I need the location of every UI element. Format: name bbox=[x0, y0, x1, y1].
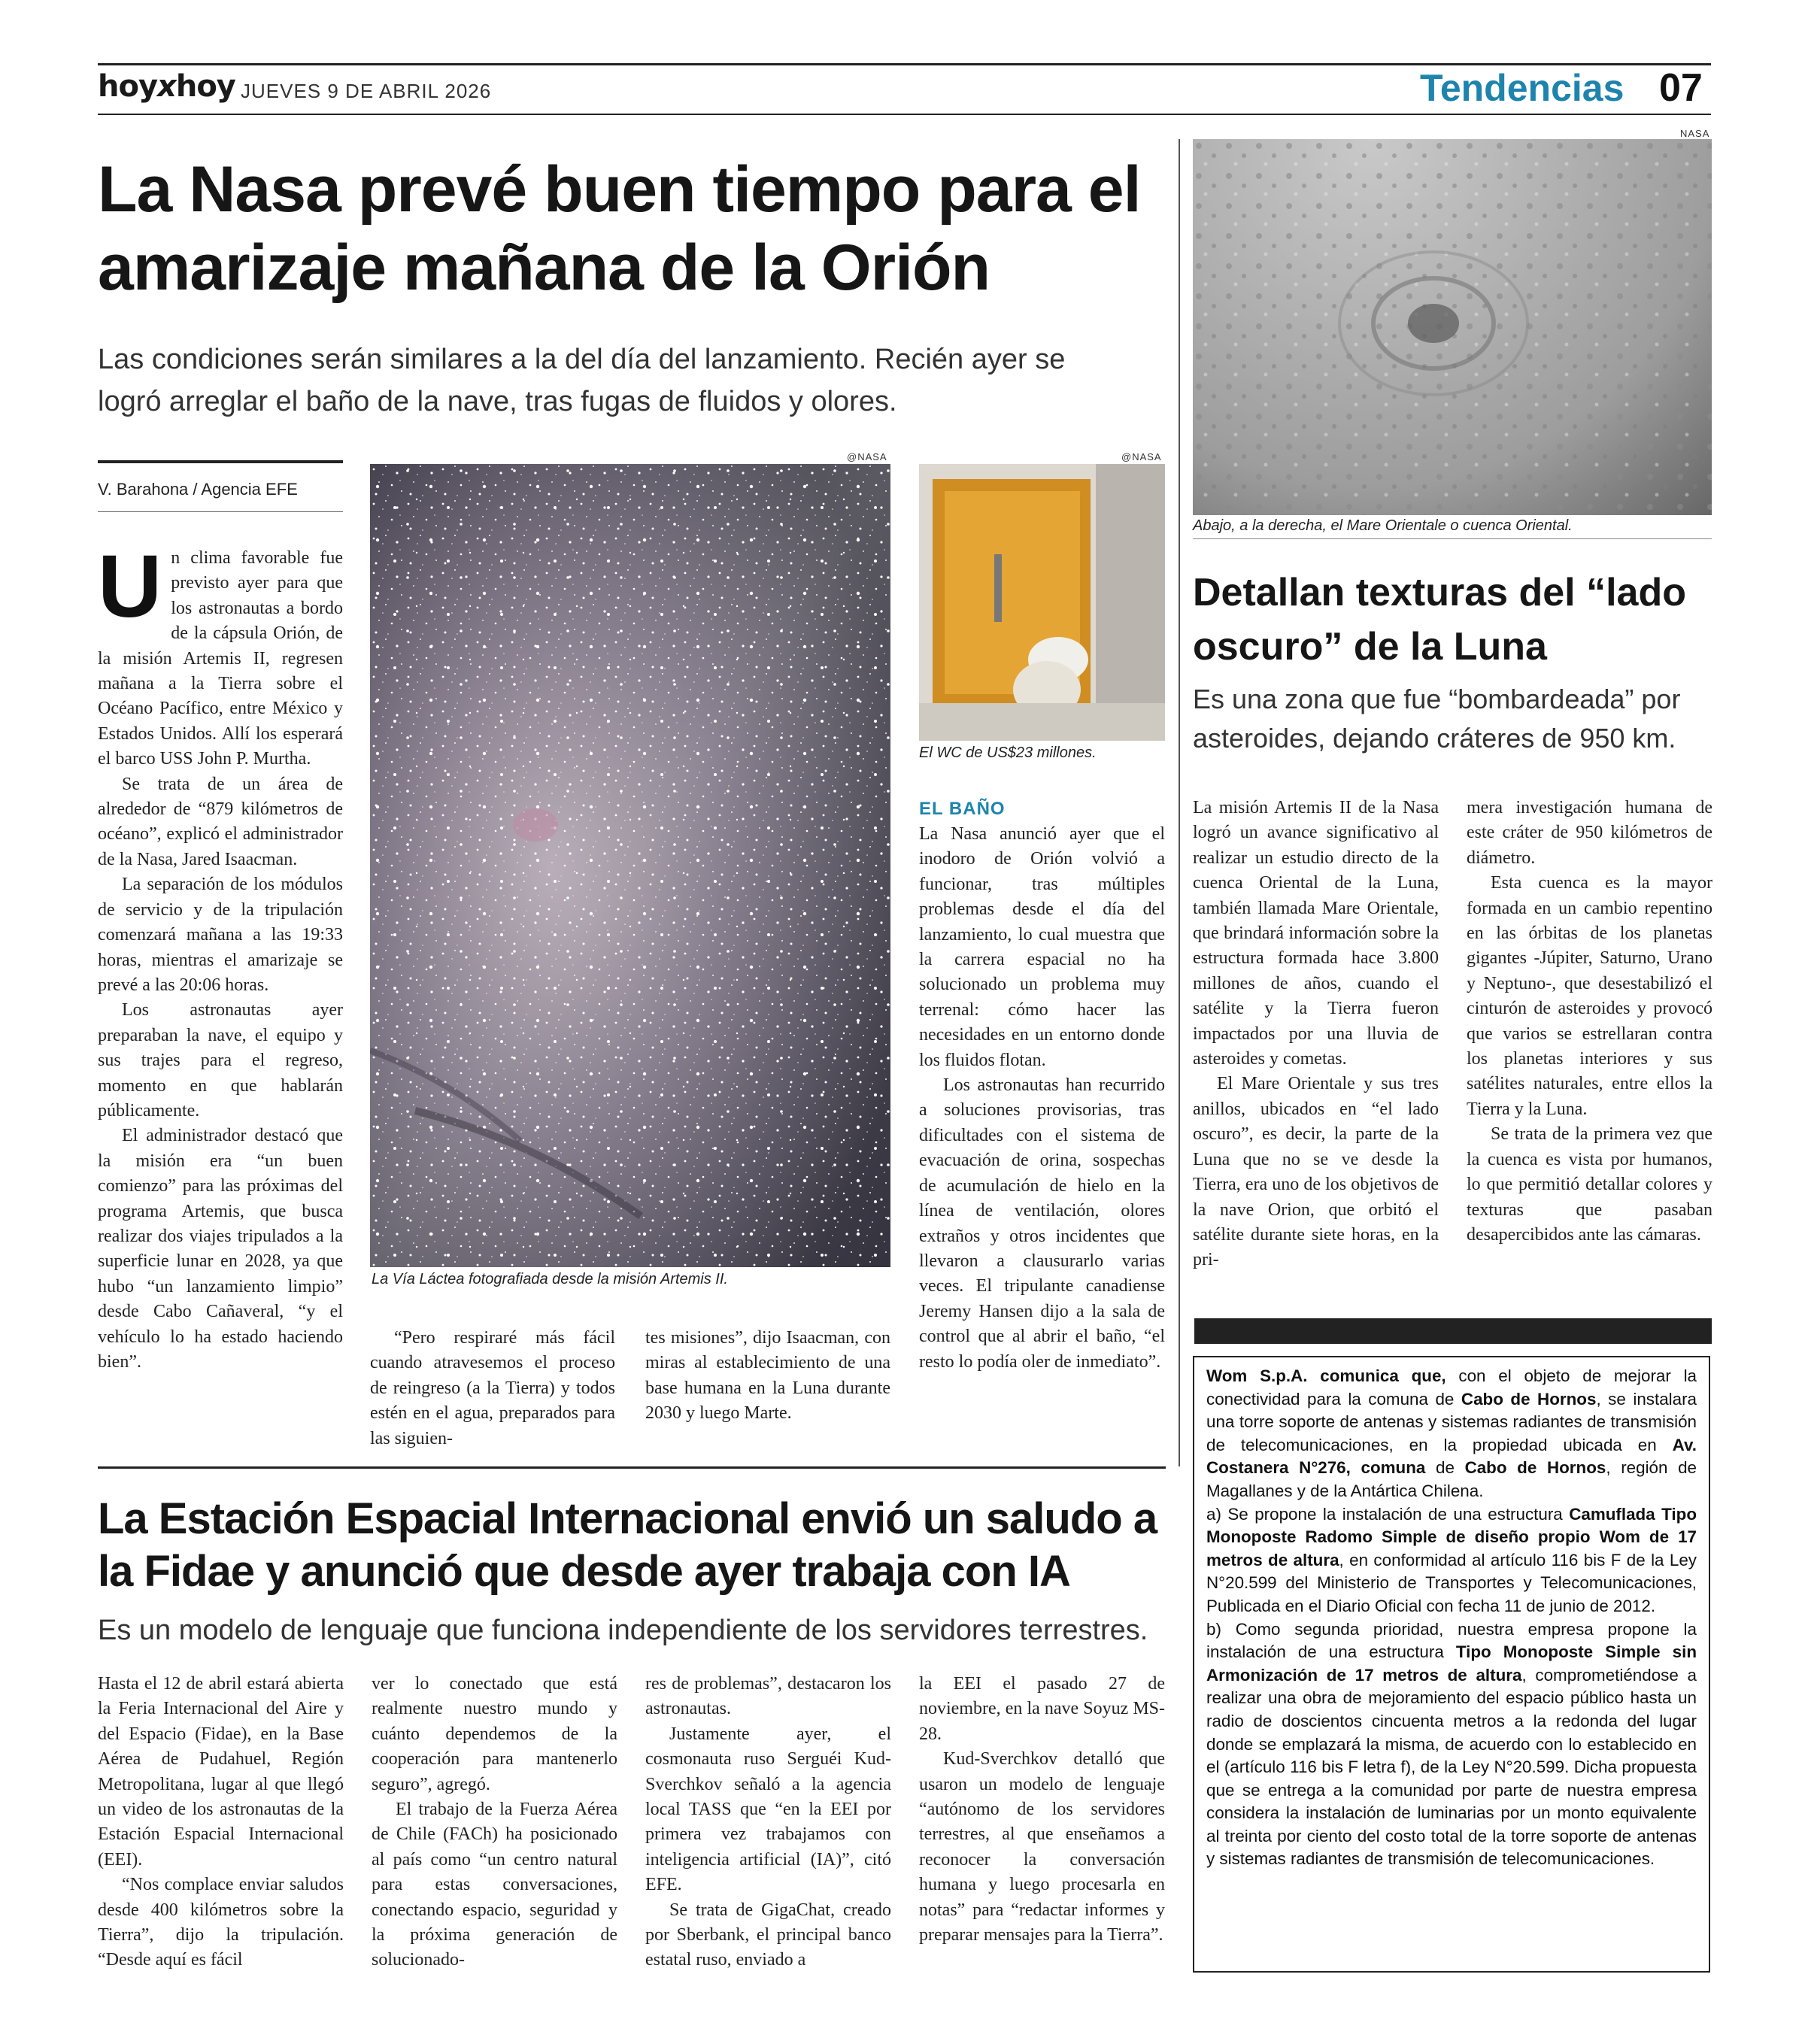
iss-headline: La Estación Espacial Internacional envió un saludo a la Fidae y anunció que desde ayer trabaja con IA bbox=[98, 1494, 1157, 1596]
moon-column-1 bbox=[1193, 796, 1439, 1273]
notice-paragraph: a) Se propone la instalación de una estructura Camuflada Tipo Monoposte Radomo Simple de diseño propio Wom de 17 metros de altura, en conformidad al artículo 116 bis F de la Ley N°20.599 del Ministerio de Transportes y Telecomunicaciones, Publicada en el Diario Oficial con fecha 11 de junio de 2012. bbox=[1206, 1504, 1697, 1615]
photo-caption: La Vía Láctea fotografiada desde la misión Artemis II. bbox=[372, 1271, 728, 1287]
paragraph: ver lo conectado que está realmente nuestro mundo y cuánto dependemos de la cooperación para mantenerlo seguro”, agregó. bbox=[372, 1674, 617, 1794]
caption-rule bbox=[1193, 538, 1712, 539]
photo-caption: El WC de US$23 millones. bbox=[919, 745, 1097, 761]
toilet-image bbox=[919, 464, 1165, 741]
main-column-3 bbox=[645, 1326, 890, 1427]
main-headline: La Nasa prevé buen tiempo para el amarizaje mañana de la Orión bbox=[98, 153, 1141, 304]
moon-photo bbox=[1193, 139, 1712, 515]
paragraph: “Nos complace enviar saludos desde 400 kilómetros sobre la Tierra”, dijo la tripulación. “Desde aquí es fácil bbox=[98, 1875, 344, 1970]
moon-image bbox=[1193, 139, 1712, 515]
main-deck: Las condiciones serán similares a la del día del lanzamiento. Recién ayer se logró arreglar el baño de la nave, tras fugas de fluidos y olores. bbox=[98, 344, 1066, 417]
photo-credit: @NASA bbox=[1121, 451, 1162, 462]
byline-rule bbox=[98, 460, 343, 463]
masthead-bottom-rule bbox=[98, 114, 1711, 115]
newspaper-logo: hoyxhoy bbox=[98, 69, 235, 104]
page-number: 07 bbox=[1659, 66, 1703, 110]
vertical-divider bbox=[1179, 139, 1180, 1466]
photo-credit: @NASA bbox=[847, 451, 887, 462]
paragraph: La separación de los módulos de servicio y de la tripulación comenzará mañana a las 19:33 horas, mientras el amarizaje se prevé a las 20:06 horas. bbox=[98, 875, 343, 995]
paragraph: res de problemas”, destacaron los astronautas. bbox=[645, 1674, 891, 1719]
top-rule bbox=[98, 63, 1711, 65]
paragraph: Kud-Sverchkov detalló que usaron un modelo de lenguaje “autónomo de los servidores terrestres, al que enseñamos a reconocer la conversación humana y luego procesarla en notas” para “redactar informes y preparar mensajes para la Tierra”. bbox=[919, 1749, 1165, 1945]
iss-column-1 bbox=[98, 1672, 344, 1973]
issue-date: JUEVES 9 DE ABRIL 2026 bbox=[241, 80, 492, 102]
moon-deck: Es una zona que fue “bombardeada” por asteroides, dejando cráteres de 950 km. bbox=[1193, 684, 1681, 754]
paragraph: El trabajo de la Fuerza Aérea de Chile (FACh) ha posicionado al país como “un centro natural para estas conversaciones, conectando espacio, seguridad y la próxima generación de solucionado- bbox=[372, 1800, 617, 1970]
main-column-2 bbox=[370, 1326, 615, 1451]
paragraph: Se trata de GigaChat, creado por Sberbank, el principal banco estatal ruso, enviado a bbox=[645, 1900, 891, 1970]
paragraph: Justamente ayer, el cosmonauta ruso Serguéi Kud-Sverchkov señaló a la agencia local TASS que “en la EEI por primera vez trabajamos con inteligencia artificial (IA)”, citó EFE. bbox=[645, 1724, 891, 1895]
paragraph: La misión Artemis II de la Nasa logró un avance significativo al realizar un estudio directo de la cuenca Oriental de la Luna, también llamada Mare Orientale, que brindará información sobre la estructura formada hace 3.800 millones de años, cuando el satélite y la Tierra fueron impactados por una lluvia de asteroides y cometas. bbox=[1193, 798, 1439, 1069]
paragraph: mera investigación humana de este cráter de 950 kilómetros de diámetro. bbox=[1467, 798, 1712, 868]
paragraph: la EEI el pasado 27 de noviembre, en la nave Soyuz MS-28. bbox=[919, 1674, 1165, 1744]
moon-column-2 bbox=[1467, 796, 1712, 1248]
paragraph: Se trata de la primera vez que la cuenca es vista por humanos, lo que permitió detallar colores y texturas que pasaban desapercibidos ante las cámaras. bbox=[1467, 1124, 1712, 1245]
sidebar-column bbox=[919, 822, 1165, 1375]
drop-cap: U bbox=[98, 537, 162, 636]
main-column-1 bbox=[98, 537, 343, 1375]
iss-column-3 bbox=[645, 1672, 891, 1973]
toilet-photo bbox=[919, 464, 1165, 741]
notice-paragraph: Wom S.p.A. comunica que, con el objeto de mejorar la conectividad para la comuna de Cabo de Hornos, se instalara una torre soporte de antenas y sistemas radiantes de transmisión de telecomunicaciones, en la propiedad ubicada en Av. Costanera N°276, comuna de Cabo de Hornos, región de Magallanes y de la Antártica Chilena. bbox=[1206, 1366, 1697, 1500]
sidebar-kicker: EL BAÑO bbox=[919, 799, 1006, 819]
paragraph: n clima favorable fue previsto ayer para que los astronautas a bordo de la cápsula Orión, de la misión Artemis II, regresen mañana a la Tierra sobre el Océano Pacífico, entre México y Estados Unidos. Allí los esperará el barco USS John P. Murtha. bbox=[98, 548, 343, 769]
byline: V. Barahona / Agencia EFE bbox=[98, 480, 298, 499]
milky-way-image bbox=[370, 464, 890, 1267]
paragraph: La Nasa anunció ayer que el inodoro de Orión volvió a funcionar, tras múltiples problemas desde el día del lanzamiento, lo cual muestra que la carrera espacial no ha solucionado un problema muy terrenal: cómo hacer las necesidades en un entorno donde los fluidos flotan. bbox=[919, 824, 1165, 1070]
iss-column-2 bbox=[372, 1672, 617, 1973]
paragraph: Los astronautas han recurrido a soluciones provisorias, tras dificultades con el sistema de evacuación de orina, sospechas de acumulación de hielo en la línea de ventilación, olores extraños y otros incidentes que llevaron a clausurarlo varias veces. El tripulante canadiense Jeremy Hansen dijo a la sala de control que al abrir el baño, “el resto lo podía oler de inmediato”. bbox=[919, 1075, 1165, 1372]
notice-body bbox=[1206, 1365, 1697, 1871]
paragraph: Esta cuenca es la mayor formada en un cambio repentino en las órbitas de los planetas gigantes -Júpiter, Saturno, Urano y Neptuno-, que desestabilizó el cinturón de asteroides y provocó que varios se estrellaran contra los planetas interiores y sus satélites naturales, entre ellos la Tierra y la Luna. bbox=[1467, 873, 1712, 1119]
paragraph: Los astronautas ayer preparaban la nave, el equipo y sus trajes para el regreso, momento en que hablarán públicamente. bbox=[98, 1000, 343, 1121]
legal-notice bbox=[1193, 1356, 1710, 1973]
paragraph: Hasta el 12 de abril estará abierta la Feria Internacional del Aire y del Espacio (Fidae), en la Base Aérea de Pudahuel, Región Metropolitana, lugar al que llegó un video de los astronautas de la Estación Espacial Internacional (EEI). bbox=[98, 1674, 344, 1870]
notice-header-bar bbox=[1194, 1318, 1712, 1344]
paragraph: tes misiones”, dijo Isaacman, con miras al establecimiento de una base humana en la Luna durante 2030 y luego Marte. bbox=[645, 1328, 890, 1424]
paragraph: El administrador destacó que la misión era “un buen comienzo” para las próximas del programa Artemis, que busca realizar dos viajes tripulados a la superficie lunar en 2028, ya que hubo “un lanzamiento limpio” desde Cabo Cañaveral, “y el vehículo lo ha estado haciendo bien”. bbox=[98, 1126, 343, 1372]
photo-caption: Abajo, a la derecha, el Mare Orientale o cuenca Oriental. bbox=[1193, 517, 1573, 534]
iss-deck: Es un modelo de lenguaje que funciona independiente de los servidores terrestres. bbox=[98, 1615, 1148, 1646]
story-divider bbox=[98, 1466, 1166, 1469]
paragraph: El Mare Orientale y sus tres anillos, ubicados en “el lado oscuro”, es decir, la parte de la Luna que no se ve desde la Tierra, era uno de los objetivos de la nave Orion, que orbitó el satélite durante siete horas, en la pri- bbox=[1193, 1074, 1439, 1270]
paragraph: “Pero respiraré más fácil cuando atravesemos el proceso de reingreso (a la Tierra) y todos estén en el agua, preparados para las siguien- bbox=[370, 1328, 615, 1448]
moon-headline: Detallan texturas del “lado oscuro” de la Luna bbox=[1193, 571, 1686, 669]
notice-paragraph: b) Como segunda prioridad, nuestra empresa propone la instalación de una estructura Tipo Monoposte Simple sin Armonización de 17 metros de altura, comprometiéndose a realizar una obra de mejoramiento del espacio público hasta un radio de doscientos cincuenta metros a la redonda del lugar donde se emplazará la misma, de acuerdo con lo establecido en el (artículo 116 bis F letra f), de la Ley N°20.599. Dicha propuesta que se entrega a la comunidad por parte de nuestra empresa considera la instalación de luminarias por un monto equivalente al treinta por ciento del costo total de la torre soporte de antenas y sistemas radiantes de transmisión de telecomunicaciones. bbox=[1206, 1619, 1697, 1869]
paragraph: Se trata de un área de alrededor de “879 kilómetros de océano”, explicó el administrador de la Nasa, Jared Isaacman. bbox=[98, 774, 343, 869]
photo-credit: NASA bbox=[1680, 128, 1710, 139]
byline-underrule bbox=[98, 511, 343, 512]
iss-column-4 bbox=[919, 1672, 1165, 1948]
milky-way-photo bbox=[370, 464, 890, 1267]
section-name: Tendencias bbox=[1420, 67, 1624, 109]
